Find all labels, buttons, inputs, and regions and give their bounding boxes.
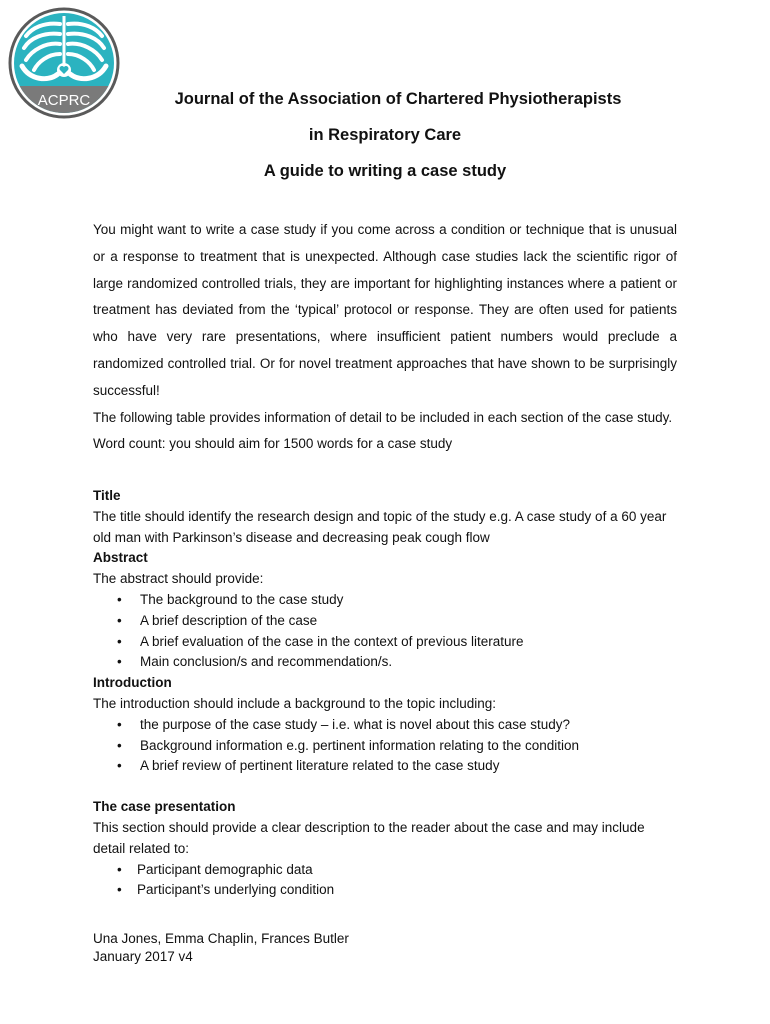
bullet-icon: •	[117, 612, 122, 628]
intro-block	[93, 217, 677, 458]
intro-paragraph: You might want to write a case study if you come across a condition or technique that is unusual or a response to treatment that is unexpected. Although case studies lack the scientific rigor of large randomized controlled trials, they are important for highlighting instances where a patient or treatment has deviated from the ‘typical’ protocol or response. They are often used for patients who have very rare presentations, where insufficient patient numbers would preclude a randomized controlled trial. Or for novel treatment approaches that have shown to be surprisingly successful!	[93, 222, 677, 398]
list-item: • Participant demographic data	[93, 860, 677, 881]
list-item: • The background to the case study	[93, 590, 677, 611]
journal-title-line-1: Journal of the Association of Chartered Physiotherapists	[174, 90, 622, 108]
case-presentation-list	[93, 860, 677, 902]
list-item: • A brief evaluation of the case in the context of previous literature	[93, 632, 677, 653]
footer-date: January 2017 v4	[93, 949, 193, 964]
sections-block	[93, 486, 677, 901]
introduction-list	[93, 715, 677, 777]
list-item: • Main conclusion/s and recommendation/s.	[93, 652, 677, 673]
title-section-text: The title should identify the research design and topic of the study e.g. A case study of a 60 year old man with Parkinson’s disease and decreasing peak cough flow	[93, 508, 667, 545]
document-title: A guide to writing a case study	[263, 162, 507, 180]
list-item: • the purpose of the case study – i.e. what is novel about this case study?	[93, 715, 677, 736]
bullet-icon: •	[117, 591, 122, 607]
list-item: • Background information e.g. pertinent information relating to the condition	[93, 736, 677, 757]
list-item: • A brief description of the case	[93, 611, 677, 632]
abstract-list	[93, 590, 677, 673]
bullet-icon: •	[117, 882, 122, 898]
bullet-icon: •	[117, 861, 122, 877]
bullet-icon: •	[117, 654, 122, 670]
section-heading-title: Title	[93, 488, 121, 503]
footer-authors: Una Jones, Emma Chaplin, Frances Butler	[93, 931, 349, 946]
case-presentation-lead: This section should provide a clear description to the reader about the case and may include detail related to:	[93, 819, 645, 856]
table-note-paragraph: The following table provides information of detail to be included in each section of the case study.	[93, 409, 673, 425]
section-heading-case-presentation: The case presentation	[93, 799, 236, 815]
word-count-paragraph: Word count: you should aim for 1500 words for a case study	[93, 436, 453, 452]
bullet-icon: •	[117, 758, 122, 774]
bullet-icon: •	[117, 737, 122, 753]
logo-text: ACPRC	[37, 92, 91, 109]
list-item: • Participant’s underlying condition	[93, 880, 677, 901]
footer	[93, 930, 349, 966]
bullet-icon: •	[117, 633, 122, 649]
abstract-lead: The abstract should provide:	[93, 571, 264, 587]
section-heading-abstract: Abstract	[93, 550, 148, 566]
introduction-lead: The introduction should include a background to the topic including:	[93, 695, 497, 711]
list-item: • A brief review of pertinent literature related to the case study	[93, 756, 677, 777]
section-heading-introduction: Introduction	[93, 675, 172, 691]
journal-title-line-2: in Respiratory Care	[308, 126, 462, 144]
bullet-icon: •	[117, 716, 122, 732]
